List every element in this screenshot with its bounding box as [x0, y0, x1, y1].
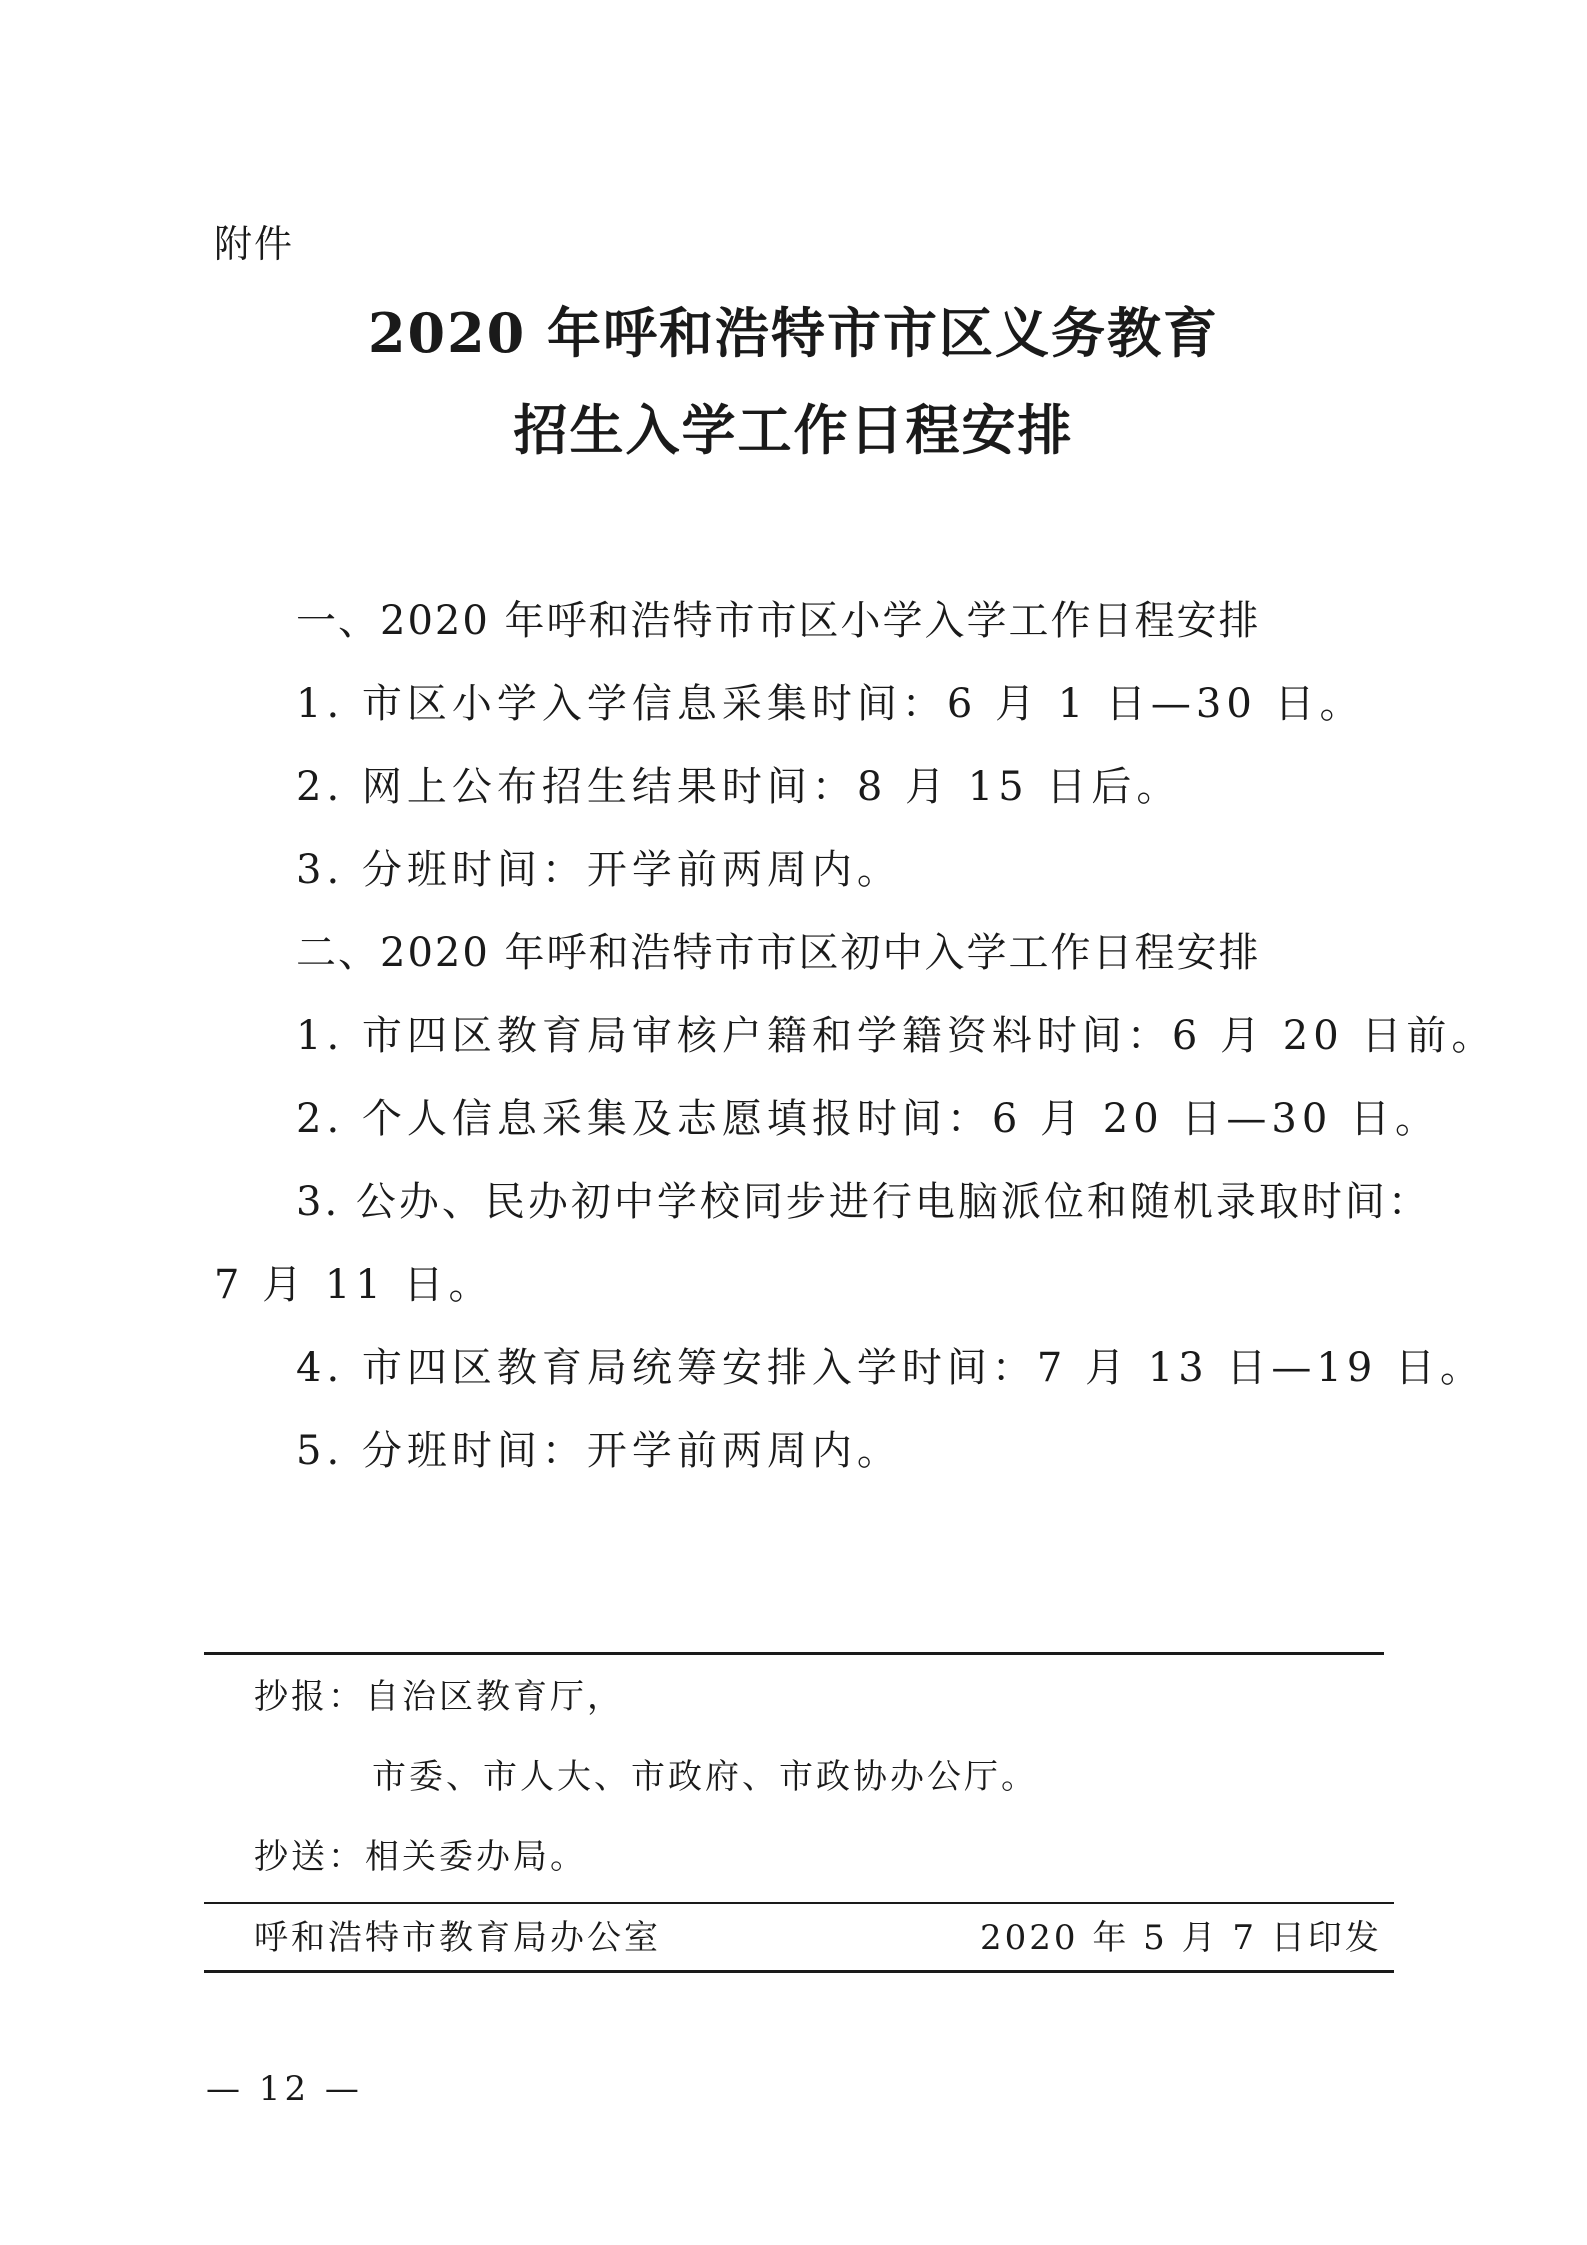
- footer-bottom-rule: [204, 1970, 1394, 1973]
- send-to-line: 抄送：相关委办局。: [254, 1837, 587, 1877]
- report-to-line2: 市委、市人大、市政府、市政协办公厅。: [372, 1757, 1038, 1797]
- section2-item-2: 2. 个人信息采集及志愿填报时间：6 月 20 日—30 日。: [296, 1096, 1440, 1142]
- section2-item-3: 3. 公办、民办初中学校同步进行电脑派位和随机录取时间：: [296, 1179, 1431, 1225]
- footer-middle-rule: [204, 1902, 1394, 1904]
- footer-top-rule: [204, 1652, 1384, 1655]
- document-title-line1: 2020 年呼和浩特市市区义务教育: [367, 301, 1220, 365]
- issue-date: 2020 年 5 月 7 日印发: [980, 1918, 1382, 1958]
- section2-item-1: 1. 市四区教育局审核户籍和学籍资料时间：6 月 20 日前。: [296, 1013, 1497, 1059]
- section1-item-1: 1. 市区小学入学信息采集时间：6 月 1 日—30 日。: [296, 681, 1365, 727]
- section2-item-3-continued: 7 月 11 日。: [214, 1262, 494, 1308]
- report-to-line1: 抄报：自治区教育厅，: [254, 1677, 624, 1717]
- document-title-line2: 招生入学工作日程安排: [513, 398, 1074, 462]
- section1-item-2: 2. 网上公布招生结果时间：8 月 15 日后。: [296, 764, 1182, 810]
- attachment-label: 附件: [214, 222, 295, 266]
- section1-heading: 一、2020 年呼和浩特市市区小学入学工作日程安排: [296, 598, 1261, 644]
- section2-heading: 二、2020 年呼和浩特市市区初中入学工作日程安排: [296, 930, 1261, 976]
- issuer-name: 呼和浩特市教育局办公室: [254, 1918, 661, 1958]
- section2-item-4: 4. 市四区教育局统筹安排入学时间：7 月 13 日—19 日。: [296, 1345, 1485, 1391]
- page-number: — 12 —: [206, 2069, 363, 2109]
- section2-item-5: 5. 分班时间：开学前两周内。: [296, 1428, 902, 1474]
- section1-item-3: 3. 分班时间：开学前两周内。: [296, 847, 902, 893]
